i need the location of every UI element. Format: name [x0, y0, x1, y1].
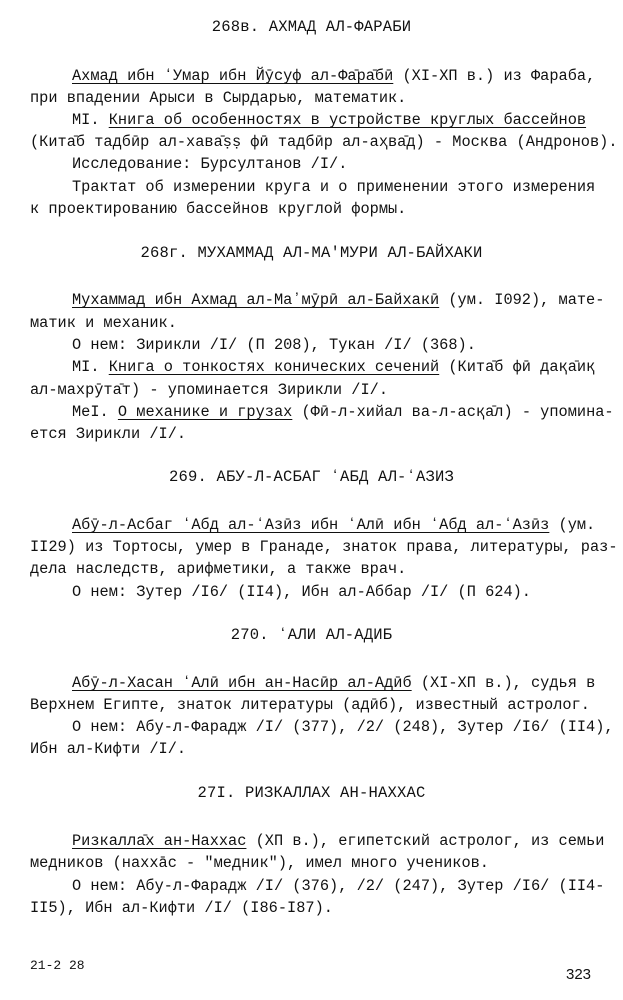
text-line: ется Зирикли /I/. [30, 425, 187, 443]
work-title: Книга о тонкостях конических сечений [108, 358, 440, 376]
text-line: Ризкалла̄х ан-Наххас (XП в.), египетский астролог, из семьи [72, 832, 605, 850]
section-heading: 27I. РИЗКАЛЛАХ АН-НАХХАС [197, 784, 426, 802]
person-name: Ризкалла̄х ан-Наххас [72, 832, 247, 850]
text-line: Мухаммад ибн Ахмад ал-Маʼмӯрӣ ал-Байхакӣ (ум. I092), мате- [72, 291, 605, 309]
text-line: дела наследств, арифметики, а также врач. [30, 560, 407, 578]
section-heading: 268г. МУХАММАД АЛ-МА'МУРИ АЛ-БАЙХАКИ [140, 244, 483, 262]
text-line: II29) из Тортосы, умер в Гранаде, знаток права, литературы, раз- [30, 538, 618, 556]
print-code: 21-2 28 [30, 958, 85, 973]
work-title: Книга об особенностях в устройстве круглых бассейнов [108, 111, 587, 129]
text-line: Верхнем Египте, знаток литературы (адӣб), известный астролог. [30, 696, 590, 714]
text-line: II5), Ибн ал-Кифти /I/ (I86-I87). [30, 899, 333, 917]
text-line: Ибн ал-Кифти /I/. [30, 740, 187, 758]
text-line: Трактат об измерении круга и о применении этого измерения [72, 178, 596, 196]
work-title: О механике и грузах [117, 403, 293, 421]
person-name: Мухаммад ибн Ахмад ал-Маʼмӯрӣ ал-Байхакӣ [72, 291, 440, 309]
text-line: Исследование: Бурсултанов /I/. [72, 155, 348, 173]
text-line: О нем: Зирикли /I/ (П 208), Тукан /I/ (368). [72, 336, 476, 354]
text-line: Абӯ-л-Хасан ʻАлӣ ибн ан-Насӣр ал-Адӣб (XI-XП в.), судья в [72, 674, 596, 692]
person-name: Абӯ-л-Хасан ʻАлӣ ибн ан-Насӣр ал-Адӣб [72, 674, 412, 692]
text-line: MeI. О механике и грузах (Фӣ-л-хийал ва-л-асқа̄л) - упомина- [72, 403, 614, 421]
text-line: ал-махрӯта̄т) - упоминается Зирикли /I/. [30, 381, 389, 399]
text-line: О нем: Абу-л-Фарадж /I/ (376), /2/ (247), Зутер /I6/ (II4- [72, 877, 605, 895]
text-line: Абӯ-л-Асбаг ʻАбд ал-ʻАзӣз ибн ʻАлӣ ибн ʻАбд ал-ʻАзӣз (ум. [72, 516, 596, 534]
person-name: Ахмад ибн ʻУмар ибн Йӯсуф ал-Фа̄ра̄бӣ [72, 67, 394, 85]
text-line: MI. Книга об особенностях в устройстве круглых бассейнов [72, 111, 587, 129]
text-line: О нем: Зутер /I6/ (II4), Ибн ал-Аббар /I/ (П 624). [72, 583, 531, 601]
text-line: О нем: Абу-л-Фарадж /I/ (377), /2/ (248), Зутер /I6/ (II4), [72, 718, 614, 736]
text-line: медников (наххāс - "медник"), имел много учеников. [30, 854, 489, 872]
text-line: MI. Книга о тонкостях конических сечений (Кита̄б фӣ дақа̄иқ [72, 358, 596, 376]
section-heading: 269. АБУ-Л-АСБАГ ʻАБД АЛ-ʻАЗИЗ [168, 468, 455, 486]
section-heading: 270. ʻАЛИ АЛ-АДИБ [230, 626, 393, 644]
person-name: Абӯ-л-Асбаг ʻАбд ал-ʻАзӣз ибн ʻАлӣ ибн ʻАбд ал-ʻАзӣз [72, 516, 550, 534]
page-number: 323 [566, 966, 592, 983]
text-line: при впадении Арыси в Сырдарью, математик. [30, 89, 407, 107]
text-line: к проектированию бассейнов круглой формы. [30, 200, 407, 218]
text-line: (Кита̄б тадбӣр ал-хава̄ṣṣ фӣ тадбӣр ал-аҳва̄д) - Москва (Андронов). [30, 133, 618, 151]
text-line: матик и механик. [30, 314, 177, 332]
text-line: Ахмад ибн ʻУмар ибн Йӯсуф ал-Фа̄ра̄бӣ (XI-XП в.) из Фараба, [72, 67, 596, 85]
section-heading: 268в. АХМАД АЛ-ФАРАБИ [211, 18, 412, 36]
